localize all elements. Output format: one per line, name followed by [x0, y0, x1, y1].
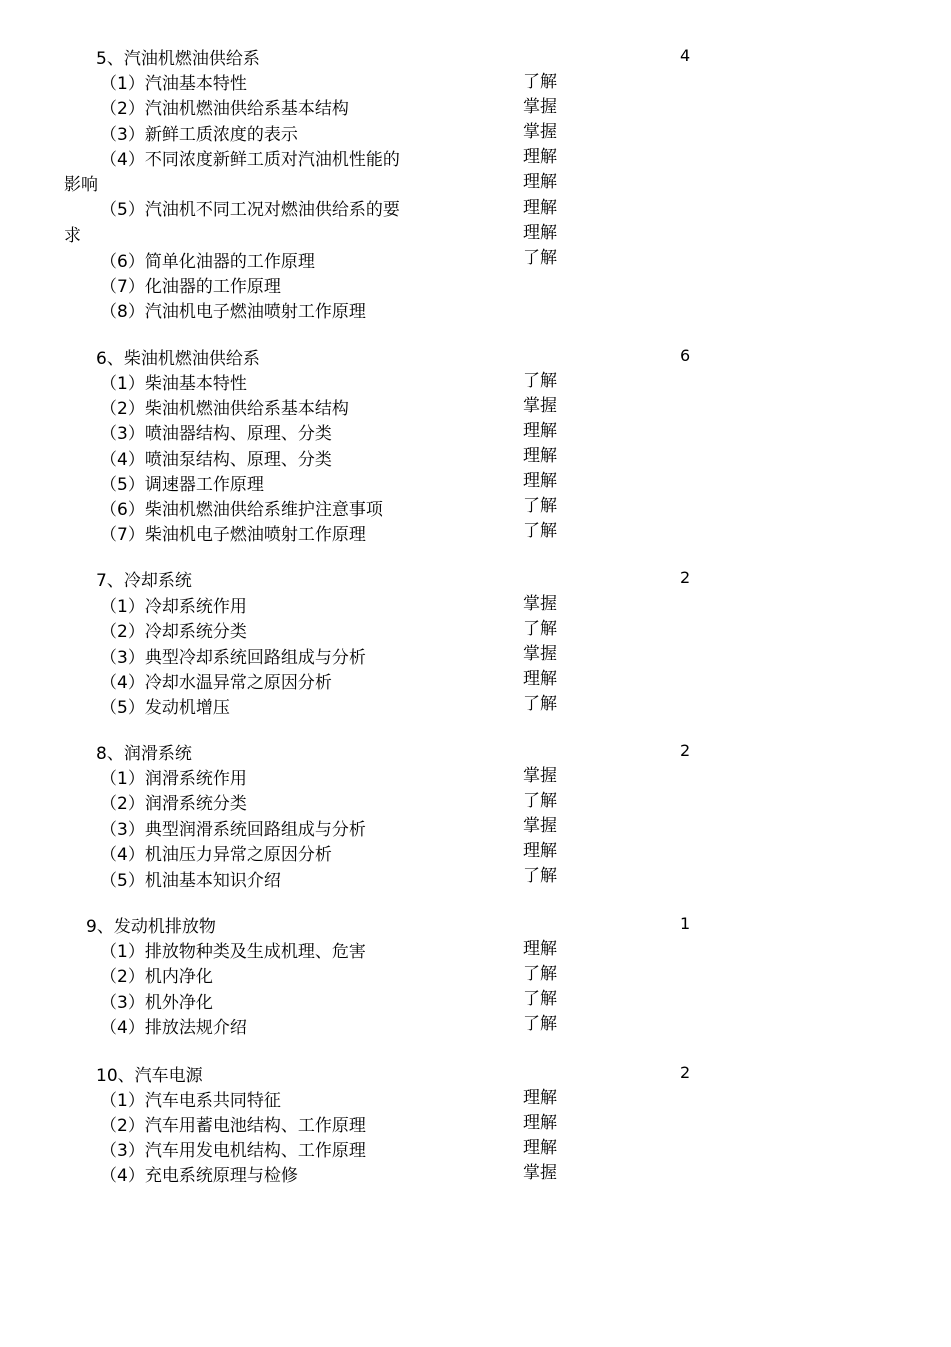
list-item: （4）不同浓度新鲜工质对汽油机性能的: [100, 150, 400, 170]
list-item: （7）化油器的工作原理: [100, 277, 281, 297]
list-item: （3）机外净化: [100, 993, 213, 1013]
level-label: 理解: [523, 198, 557, 218]
level-label: 理解: [523, 841, 557, 861]
list-item: （5）汽油机不同工况对燃油供给系的要: [100, 200, 400, 220]
list-item-continuation: 影响: [64, 175, 98, 195]
level-label: 掌握: [523, 122, 557, 142]
section-hours: 2: [680, 568, 691, 587]
level-label: 理解: [523, 669, 557, 689]
section-title: 7、冷却系统: [96, 571, 192, 591]
section-title: 6、柴油机燃油供给系: [96, 349, 260, 369]
level-label: 了解: [523, 1014, 557, 1034]
level-label: 掌握: [523, 644, 557, 664]
level-label: 了解: [523, 521, 557, 541]
list-item: （4）机油压力异常之原因分析: [100, 845, 332, 865]
list-item: （3）喷油器结构、原理、分类: [100, 424, 332, 444]
level-label: 掌握: [523, 594, 557, 614]
list-item: （2）机内净化: [100, 967, 213, 987]
level-label: 掌握: [523, 766, 557, 786]
list-item: （2）汽油机燃油供给系基本结构: [100, 99, 349, 119]
list-item: （1）汽车电系共同特征: [100, 1091, 281, 1111]
level-label: 了解: [523, 371, 557, 391]
list-item: （1）柴油基本特性: [100, 374, 247, 394]
list-item: （6）柴油机燃油供给系维护注意事项: [100, 500, 383, 520]
level-label: 了解: [523, 791, 557, 811]
section-title: 8、润滑系统: [96, 744, 192, 764]
list-item-continuation: 求: [64, 226, 81, 246]
level-label: 理解: [523, 446, 557, 466]
section-title: 10、汽车电源: [96, 1066, 203, 1086]
level-label: 了解: [523, 989, 557, 1009]
list-item: （4）喷油泵结构、原理、分类: [100, 450, 332, 470]
list-item: （3）新鲜工质浓度的表示: [100, 125, 298, 145]
list-item: （5）机油基本知识介绍: [100, 871, 281, 891]
section-hours: 1: [680, 914, 691, 933]
level-label: 了解: [523, 964, 557, 984]
level-label: 理解: [523, 1113, 557, 1133]
section-title: 9、发动机排放物: [86, 917, 216, 937]
list-item: （5）调速器工作原理: [100, 475, 264, 495]
level-label: 掌握: [523, 1163, 557, 1183]
level-label: 了解: [523, 619, 557, 639]
list-item: （7）柴油机电子燃油喷射工作原理: [100, 525, 366, 545]
level-label: 掌握: [523, 97, 557, 117]
level-label: 掌握: [523, 396, 557, 416]
level-label: 了解: [523, 248, 557, 268]
list-item: （1）润滑系统作用: [100, 769, 247, 789]
list-item: （2）柴油机燃油供给系基本结构: [100, 399, 349, 419]
level-label: 理解: [523, 939, 557, 959]
level-label: 理解: [523, 1088, 557, 1108]
section-hours: 2: [680, 741, 691, 760]
list-item: （4）充电系统原理与检修: [100, 1166, 298, 1186]
level-label: 理解: [523, 147, 557, 167]
level-label: 了解: [523, 694, 557, 714]
level-label: 掌握: [523, 816, 557, 836]
list-item: （6）简单化油器的工作原理: [100, 252, 315, 272]
level-label: 理解: [523, 1138, 557, 1158]
list-item: （2）冷却系统分类: [100, 622, 247, 642]
list-item: （8）汽油机电子燃油喷射工作原理: [100, 302, 366, 322]
section-hours: 2: [680, 1063, 691, 1082]
list-item: （3）汽车用发电机结构、工作原理: [100, 1141, 366, 1161]
list-item: （4）冷却水温异常之原因分析: [100, 673, 332, 693]
level-label: 了解: [523, 496, 557, 516]
list-item: （3）典型润滑系统回路组成与分析: [100, 820, 366, 840]
section-hours: 4: [680, 46, 691, 65]
list-item: （5）发动机增压: [100, 698, 230, 718]
level-label: 了解: [523, 866, 557, 886]
section-hours: 6: [680, 346, 691, 365]
list-item: （4）排放法规介绍: [100, 1018, 247, 1038]
level-label: 理解: [523, 223, 557, 243]
list-item: （2）汽车用蓄电池结构、工作原理: [100, 1116, 366, 1136]
section-title: 5、汽油机燃油供给系: [96, 49, 260, 69]
list-item: （2）润滑系统分类: [100, 794, 247, 814]
list-item: （1）冷却系统作用: [100, 597, 247, 617]
list-item: （1）排放物种类及生成机理、危害: [100, 942, 366, 962]
list-item: （3）典型冷却系统回路组成与分析: [100, 648, 366, 668]
level-label: 理解: [523, 421, 557, 441]
level-label: 理解: [523, 172, 557, 192]
list-item: （1）汽油基本特性: [100, 74, 247, 94]
level-label: 了解: [523, 72, 557, 92]
level-label: 理解: [523, 471, 557, 491]
